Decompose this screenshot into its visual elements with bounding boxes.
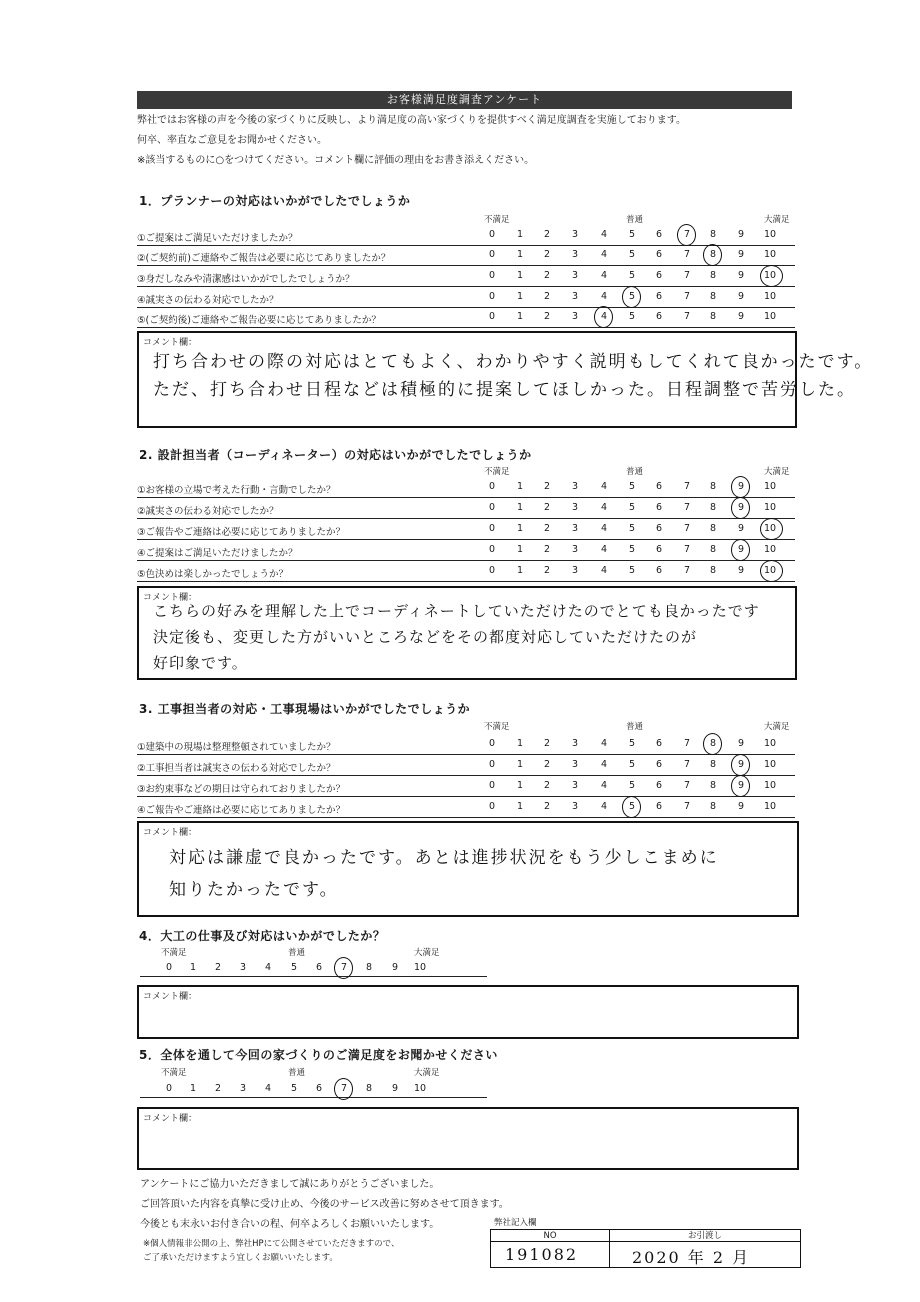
selected-answer-circle <box>731 539 750 561</box>
scale-option-0[interactable]: 0 <box>488 544 496 555</box>
question-row <box>137 477 795 498</box>
scale-option-10[interactable]: 10 <box>763 780 777 791</box>
scale-option-2[interactable]: 2 <box>543 801 551 812</box>
scale-option-6[interactable]: 6 <box>315 1083 323 1094</box>
scale-option-5[interactable]: 5 <box>628 801 636 812</box>
comment-label: コメント欄： <box>143 828 198 838</box>
scale-option-0[interactable]: 0 <box>488 759 496 770</box>
scale-option-3[interactable]: 3 <box>571 502 579 513</box>
question-row <box>137 561 795 582</box>
scale-option-6[interactable]: 6 <box>655 291 663 302</box>
scale-option-5[interactable]: 5 <box>290 962 298 973</box>
scale-option-4[interactable]: 4 <box>600 759 608 770</box>
handwritten-handover-value: 2020 年 2 月 <box>632 1248 751 1267</box>
scale-option-8[interactable]: 8 <box>365 1083 373 1094</box>
question-label: ②工事担当者は誠実さの伝わる対応でしたか？ <box>137 763 336 774</box>
scale-option-2[interactable]: 2 <box>543 523 551 534</box>
question-label: ④誠実さの伝わる対応でしたか？ <box>137 295 279 306</box>
scale-option-3[interactable]: 3 <box>571 249 579 260</box>
question-label: ③身だしなみや清潔感はいかがでしたでしょうか？ <box>137 274 355 285</box>
scale-label-low: 不満足 <box>161 1068 187 1078</box>
section-4-comment-box[interactable] <box>137 985 799 1039</box>
question-label: ④ご提案はご満足いただけましたか？ <box>137 548 298 559</box>
scale-option-3[interactable]: 3 <box>571 544 579 555</box>
scale-label-high: 大満足 <box>764 722 790 732</box>
question-row <box>137 797 795 818</box>
scale-option-6[interactable]: 6 <box>655 544 663 555</box>
scale-option-7[interactable]: 7 <box>340 1083 348 1094</box>
scale-option-2[interactable]: 2 <box>543 502 551 513</box>
comment-label: コメント欄： <box>143 593 198 603</box>
scale-option-2[interactable]: 2 <box>543 481 551 492</box>
question-row <box>137 245 795 266</box>
selected-answer-circle <box>334 957 353 979</box>
scale-option-8[interactable]: 8 <box>709 565 717 576</box>
scale-option-8[interactable]: 8 <box>709 523 717 534</box>
scale-option-4[interactable]: 4 <box>600 801 608 812</box>
scale-option-9[interactable]: 9 <box>737 249 745 260</box>
scale-option-7[interactable]: 7 <box>683 249 691 260</box>
scale-option-9[interactable]: 9 <box>391 1083 399 1094</box>
scale-option-7[interactable]: 7 <box>683 780 691 791</box>
scale-option-6[interactable]: 6 <box>655 249 663 260</box>
scale-option-5[interactable]: 5 <box>628 291 636 302</box>
scale-option-4[interactable]: 4 <box>600 780 608 791</box>
section-1-comment-box[interactable] <box>137 331 874 428</box>
question-label: ④ご報告やご連絡は必要に応じてありましたか？ <box>137 805 346 816</box>
scale-option-9[interactable]: 9 <box>737 565 745 576</box>
question-row <box>137 225 795 246</box>
question-row <box>137 498 795 519</box>
intro-line-3: ※該当するものに○をつけてください。コメント欄に評価の理由をお書き添えください。 <box>137 155 535 166</box>
scale-option-6[interactable]: 6 <box>655 523 663 534</box>
scale-option-5[interactable]: 5 <box>628 523 636 534</box>
scale-label-mid: 普通 <box>626 722 644 732</box>
scale-option-4[interactable]: 4 <box>264 962 272 973</box>
thanks-line-3: 今後とも末永いお付き合いの程、何卒よろしくお願いいたします。 <box>140 1219 440 1230</box>
selected-answer-circle <box>334 1078 353 1100</box>
scale-option-0[interactable]: 0 <box>488 270 496 281</box>
scale-option-5[interactable]: 5 <box>628 270 636 281</box>
scale-option-7[interactable]: 7 <box>683 270 691 281</box>
scale-option-7[interactable]: 7 <box>683 565 691 576</box>
scale-option-1[interactable]: 1 <box>516 481 524 492</box>
scale-option-2[interactable]: 2 <box>543 759 551 770</box>
scale-option-3[interactable]: 3 <box>571 229 579 240</box>
scale-option-3[interactable]: 3 <box>571 759 579 770</box>
question-row <box>137 776 795 797</box>
question-row <box>137 307 795 328</box>
scale-option-10[interactable]: 10 <box>763 481 777 492</box>
scale-option-0[interactable]: 0 <box>488 291 496 302</box>
scale-option-5[interactable]: 5 <box>628 780 636 791</box>
question-label: ③お約束事などの期日は守られておりましたか？ <box>137 784 346 795</box>
scale-option-4[interactable]: 4 <box>600 544 608 555</box>
question-label: ③ご報告やご連絡は必要に応じてありましたか？ <box>137 527 346 538</box>
question-label: ⑤色決めは楽しかったでしょうか？ <box>137 569 289 580</box>
scale-option-0[interactable]: 0 <box>488 565 496 576</box>
question-row <box>137 755 795 776</box>
scale-option-2[interactable]: 2 <box>214 1083 222 1094</box>
privacy-note-1: ※個人情報非公開の上、弊社HPにて公開させていただきますので、 <box>143 1239 400 1249</box>
scale-option-9[interactable]: 9 <box>737 780 745 791</box>
scale-option-3[interactable]: 3 <box>571 291 579 302</box>
scale-option-1[interactable]: 1 <box>516 759 524 770</box>
selected-answer-circle <box>731 775 750 797</box>
thanks-line-2: ご回答頂いた内容を真摯に受け止め、今後のサービス改善に努めさせて頂きます。 <box>140 1199 509 1210</box>
handwritten-comment-line: ただ、打ち合わせ日程などは積極的に提案してほしかった。日程調整で苦労した。 <box>153 380 856 400</box>
scale-option-4[interactable]: 4 <box>600 291 608 302</box>
scale-option-4[interactable]: 4 <box>600 311 608 322</box>
selected-answer-circle <box>760 265 783 287</box>
scale-option-0[interactable]: 0 <box>488 780 496 791</box>
scale-option-8[interactable]: 8 <box>709 544 717 555</box>
selected-answer-circle <box>731 476 750 498</box>
scale-option-1[interactable]: 1 <box>516 565 524 576</box>
scale-option-2[interactable]: 2 <box>543 270 551 281</box>
handover-label-cell: お引渡し <box>609 1229 801 1242</box>
question-row <box>137 734 795 755</box>
scale-option-4[interactable]: 4 <box>600 481 608 492</box>
question-row <box>137 540 795 561</box>
scale-option-1[interactable]: 1 <box>516 780 524 791</box>
scale-option-7[interactable]: 7 <box>683 738 691 749</box>
scale-option-2[interactable]: 2 <box>214 962 222 973</box>
scale-label-mid: 普通 <box>626 215 644 225</box>
office-use-caption: 弊社記入欄 <box>494 1218 537 1228</box>
scale-option-2[interactable]: 2 <box>543 229 551 240</box>
scale-option-3[interactable]: 3 <box>571 565 579 576</box>
scale-option-9[interactable]: 9 <box>737 291 745 302</box>
scale-option-9[interactable]: 9 <box>737 270 745 281</box>
scale-label-high: 大満足 <box>414 948 440 958</box>
scale-option-7[interactable]: 7 <box>340 962 348 973</box>
scale-option-1[interactable]: 1 <box>516 502 524 513</box>
handwritten-comment-line: 打ち合わせの際の対応はとてもよく、わかりやすく説明もしてくれて良かったです。 <box>153 352 874 372</box>
question-label: ②誠実さの伝わる対応でしたか？ <box>137 506 279 517</box>
scale-option-1[interactable]: 1 <box>189 962 197 973</box>
scale-option-10[interactable]: 10 <box>763 565 777 576</box>
scale-option-9[interactable]: 9 <box>737 481 745 492</box>
scale-option-8[interactable]: 8 <box>709 481 717 492</box>
scale-option-5[interactable]: 5 <box>628 481 636 492</box>
question-label: ①お客様の立場で考えた行動・言動でしたか？ <box>137 485 336 496</box>
section-5-title: 5．全体を通して今回の家づくりのご満足度をお聞かせください <box>139 1048 498 1062</box>
scale-option-7[interactable]: 7 <box>683 291 691 302</box>
scale-option-7[interactable]: 7 <box>683 481 691 492</box>
scale-option-4[interactable]: 4 <box>600 565 608 576</box>
scale-option-8[interactable]: 8 <box>709 738 717 749</box>
scale-option-4[interactable]: 4 <box>600 523 608 534</box>
comment-label: コメント欄： <box>143 992 198 1002</box>
scale-option-5[interactable]: 5 <box>628 738 636 749</box>
scale-option-5[interactable]: 5 <box>628 759 636 770</box>
scale-option-8[interactable]: 8 <box>709 249 717 260</box>
scale-option-1[interactable]: 1 <box>516 249 524 260</box>
section-5-comment-box[interactable] <box>137 1107 799 1170</box>
handover-value-cell[interactable] <box>609 1241 801 1268</box>
scale-option-8[interactable]: 8 <box>709 759 717 770</box>
scale-option-2[interactable]: 2 <box>543 311 551 322</box>
handwritten-comment-line: 知りたかったです。 <box>169 880 339 900</box>
scale-label-low: 不満足 <box>484 722 510 732</box>
scale-option-6[interactable]: 6 <box>655 502 663 513</box>
scale-label-high: 大満足 <box>414 1068 440 1078</box>
question-row <box>137 519 795 540</box>
scale-option-6[interactable]: 6 <box>655 565 663 576</box>
question-label: ①建築中の現場は整理整頓されていましたか？ <box>137 742 336 753</box>
selected-answer-circle <box>731 497 750 519</box>
scale-option-6[interactable]: 6 <box>655 311 663 322</box>
selected-answer-circle <box>703 244 722 266</box>
scale-option-1[interactable]: 1 <box>516 291 524 302</box>
scale-option-7[interactable]: 7 <box>683 502 691 513</box>
scale-option-8[interactable]: 8 <box>709 502 717 513</box>
selected-answer-circle <box>622 286 641 308</box>
scale-option-4[interactable]: 4 <box>600 229 608 240</box>
scale-option-3[interactable]: 3 <box>571 481 579 492</box>
scale-option-1[interactable]: 1 <box>516 523 524 534</box>
scale-option-6[interactable]: 6 <box>655 270 663 281</box>
section-2-title: 2. 設計担当者（コーディネーター）の対応はいかがでしたでしょうか <box>139 448 532 462</box>
scale-option-2[interactable]: 2 <box>543 780 551 791</box>
scale-option-7[interactable]: 7 <box>683 801 691 812</box>
handwritten-comment-line: 対応は謙虚で良かったです。あとは進捗状況をもう少しこまめに <box>169 848 719 868</box>
selected-answer-circle <box>594 306 613 328</box>
scale-option-5[interactable]: 5 <box>628 502 636 513</box>
scale-option-1[interactable]: 1 <box>516 544 524 555</box>
scale-option-0[interactable]: 0 <box>488 229 496 240</box>
scale-option-5[interactable]: 5 <box>628 249 636 260</box>
scale-option-9[interactable]: 9 <box>737 523 745 534</box>
scale-option-5[interactable]: 5 <box>628 565 636 576</box>
scale-option-9[interactable]: 9 <box>737 759 745 770</box>
question-label: ①ご提案はご満足いただけましたか？ <box>137 233 298 244</box>
thanks-line-1: アンケートにご協力いただきまして誠にありがとうございました。 <box>140 1179 440 1190</box>
question-row <box>137 287 795 308</box>
scale-label-low: 不満足 <box>484 215 510 225</box>
scale-option-3[interactable]: 3 <box>571 311 579 322</box>
scale-option-4[interactable]: 4 <box>600 249 608 260</box>
scale-option-3[interactable]: 3 <box>571 738 579 749</box>
scale-option-6[interactable]: 6 <box>315 962 323 973</box>
scale-option-8[interactable]: 8 <box>709 311 717 322</box>
scale-option-2[interactable]: 2 <box>543 565 551 576</box>
section-3-comment-box[interactable] <box>137 821 799 917</box>
scale-option-4[interactable]: 4 <box>600 738 608 749</box>
selected-answer-circle <box>677 224 696 246</box>
scale-option-5[interactable]: 5 <box>290 1083 298 1094</box>
no-label-cell: NO <box>490 1229 610 1242</box>
scale-option-6[interactable]: 6 <box>655 229 663 240</box>
scale-option-10[interactable]: 10 <box>413 1083 427 1094</box>
question-label: ⑤(ご契約後)ご連絡やご報告必要に応じてありましたか？ <box>137 315 381 326</box>
scale-option-3[interactable]: 3 <box>571 780 579 791</box>
scale-label-mid: 普通 <box>288 948 306 958</box>
scale-option-2[interactable]: 2 <box>543 544 551 555</box>
scale-option-9[interactable]: 9 <box>737 502 745 513</box>
scale-option-10[interactable]: 10 <box>763 759 777 770</box>
scale-option-1[interactable]: 1 <box>189 1083 197 1094</box>
scale-option-5[interactable]: 5 <box>628 544 636 555</box>
scale-option-7[interactable]: 7 <box>683 229 691 240</box>
question-row <box>137 266 795 287</box>
scale-option-9[interactable]: 9 <box>737 801 745 812</box>
scale-option-5[interactable]: 5 <box>628 229 636 240</box>
scale-option-10[interactable]: 10 <box>763 801 777 812</box>
scale-option-3[interactable]: 3 <box>571 270 579 281</box>
scale-option-9[interactable]: 9 <box>391 962 399 973</box>
scale-label-low: 不満足 <box>161 948 187 958</box>
scale-option-0[interactable]: 0 <box>488 249 496 260</box>
survey-title: お客様満足度調査アンケート <box>137 91 792 109</box>
scale-option-0[interactable]: 0 <box>488 481 496 492</box>
scale-option-10[interactable]: 10 <box>763 229 777 240</box>
scale-option-1[interactable]: 1 <box>516 801 524 812</box>
selected-answer-circle <box>731 754 750 776</box>
privacy-note-2: ご了承いただけますよう宜しくお願いいたします。 <box>143 1253 338 1263</box>
scale-option-1[interactable]: 1 <box>516 311 524 322</box>
scale-option-0[interactable]: 0 <box>165 962 173 973</box>
scale-label-high: 大満足 <box>764 215 790 225</box>
scale-label-low: 不満足 <box>484 467 510 477</box>
scale-option-10[interactable]: 10 <box>413 962 427 973</box>
scale-option-0[interactable]: 0 <box>488 523 496 534</box>
scale-option-8[interactable]: 8 <box>709 291 717 302</box>
scale-option-10[interactable]: 10 <box>763 502 777 513</box>
scale-option-6[interactable]: 6 <box>655 759 663 770</box>
intro-line-2: 何卒、率直なご意見をお聞かせください。 <box>137 135 327 146</box>
scale-option-0[interactable]: 0 <box>488 311 496 322</box>
scale-option-4[interactable]: 4 <box>600 270 608 281</box>
scale-label-mid: 普通 <box>288 1068 306 1078</box>
scale-option-6[interactable]: 6 <box>655 738 663 749</box>
scale-option-3[interactable]: 3 <box>239 962 247 973</box>
handwritten-comment-line: こちらの好みを理解した上でコーディネートしていただけたのでとても良かったです <box>153 602 760 620</box>
scale-option-6[interactable]: 6 <box>655 780 663 791</box>
selected-answer-circle <box>760 518 783 540</box>
handwritten-comment-line: 好印象です。 <box>153 654 248 672</box>
scale-option-8[interactable]: 8 <box>709 270 717 281</box>
scale-option-7[interactable]: 7 <box>683 544 691 555</box>
scale-option-10[interactable]: 10 <box>763 249 777 260</box>
comment-label: コメント欄： <box>143 338 198 348</box>
handwritten-comment-line: 決定後も、変更した方がいいところなどをその都度対応していただけたのが <box>153 628 698 646</box>
scale-option-8[interactable]: 8 <box>709 780 717 791</box>
scale-option-10[interactable]: 10 <box>763 270 777 281</box>
scale-option-1[interactable]: 1 <box>516 270 524 281</box>
scale-underline <box>140 1097 487 1098</box>
scale-option-1[interactable]: 1 <box>516 229 524 240</box>
scale-option-7[interactable]: 7 <box>683 523 691 534</box>
scale-option-0[interactable]: 0 <box>488 801 496 812</box>
scale-option-9[interactable]: 9 <box>737 738 745 749</box>
selected-answer-circle <box>622 796 641 818</box>
scale-option-9[interactable]: 9 <box>737 311 745 322</box>
scale-option-1[interactable]: 1 <box>516 738 524 749</box>
question-label: ②(ご契約前)ご連絡やご報告は必要に応じてありましたか？ <box>137 253 391 264</box>
scale-option-9[interactable]: 9 <box>737 229 745 240</box>
scale-option-0[interactable]: 0 <box>488 738 496 749</box>
scale-option-4[interactable]: 4 <box>600 502 608 513</box>
scale-option-10[interactable]: 10 <box>763 738 777 749</box>
scale-option-10[interactable]: 10 <box>763 311 777 322</box>
scale-option-4[interactable]: 4 <box>264 1083 272 1094</box>
scale-underline <box>140 976 487 977</box>
scale-option-8[interactable]: 8 <box>709 801 717 812</box>
comment-label: コメント欄： <box>143 1114 198 1124</box>
scale-option-5[interactable]: 5 <box>628 311 636 322</box>
handwritten-no-value: 191082 <box>505 1245 579 1264</box>
section-1-title: 1．プランナーの対応はいかがでしたでしょうか <box>139 194 411 208</box>
selected-answer-circle <box>760 560 783 582</box>
scale-option-7[interactable]: 7 <box>683 759 691 770</box>
scale-option-9[interactable]: 9 <box>737 544 745 555</box>
scale-option-7[interactable]: 7 <box>683 311 691 322</box>
scale-option-10[interactable]: 10 <box>763 291 777 302</box>
scale-option-6[interactable]: 6 <box>655 801 663 812</box>
scale-option-0[interactable]: 0 <box>165 1083 173 1094</box>
scale-option-3[interactable]: 3 <box>571 523 579 534</box>
scale-option-10[interactable]: 10 <box>763 523 777 534</box>
scale-label-high: 大満足 <box>764 467 790 477</box>
section-4-title: 4．大工の仕事及び対応はいかがでしたか？ <box>139 929 386 943</box>
scale-option-8[interactable]: 8 <box>709 229 717 240</box>
scale-option-6[interactable]: 6 <box>655 481 663 492</box>
scale-option-2[interactable]: 2 <box>543 291 551 302</box>
scale-option-10[interactable]: 10 <box>763 544 777 555</box>
no-value-cell[interactable] <box>490 1241 610 1268</box>
intro-line-1: 弊社ではお客様の声を今後の家づくりに反映し、より満足度の高い家づくりを提供すべく満足度調査を実施しております。 <box>137 115 686 126</box>
selected-answer-circle <box>703 733 722 755</box>
scale-option-8[interactable]: 8 <box>365 962 373 973</box>
section-2-comment-box[interactable] <box>137 586 797 680</box>
scale-label-mid: 普通 <box>626 467 644 477</box>
section-3-title: 3. 工事担当者の対応・工事現場はいかがでしたでしょうか <box>139 702 471 716</box>
scale-option-3[interactable]: 3 <box>571 801 579 812</box>
scale-option-2[interactable]: 2 <box>543 738 551 749</box>
scale-option-0[interactable]: 0 <box>488 502 496 513</box>
scale-option-2[interactable]: 2 <box>543 249 551 260</box>
scale-option-3[interactable]: 3 <box>239 1083 247 1094</box>
